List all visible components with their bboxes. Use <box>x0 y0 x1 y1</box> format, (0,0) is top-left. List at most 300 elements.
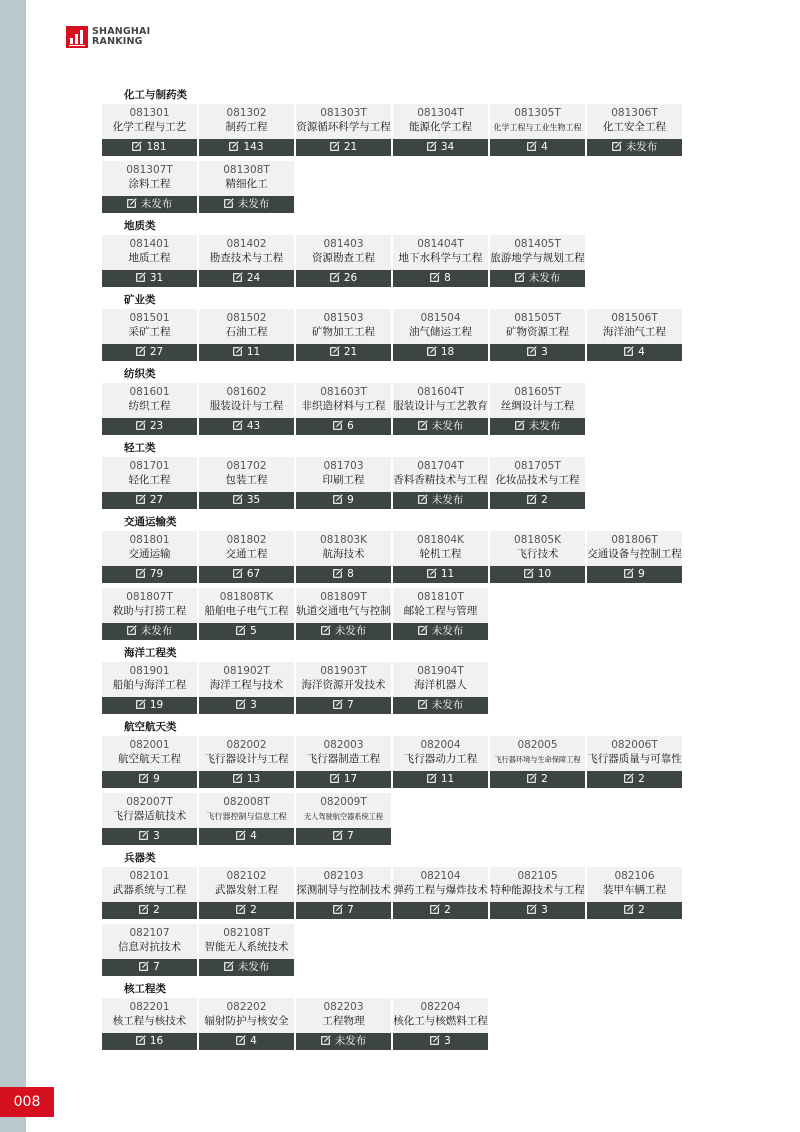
major-count-button[interactable] <box>393 1033 488 1050</box>
major-info <box>296 736 391 771</box>
major-count-button[interactable] <box>490 139 585 156</box>
major-count: 3 <box>153 830 160 842</box>
major-code: 081603T <box>320 386 367 398</box>
major-info <box>199 924 294 959</box>
edit-icon <box>224 198 234 208</box>
major-code: 082006T <box>611 739 658 751</box>
major-card[interactable] <box>199 924 294 976</box>
major-card[interactable] <box>296 662 391 714</box>
edit-icon <box>527 904 537 914</box>
major-card[interactable] <box>393 736 488 788</box>
major-count: 8 <box>444 272 451 284</box>
edit-icon <box>418 420 428 430</box>
page-number: 008 <box>0 1087 54 1117</box>
major-count-button[interactable] <box>587 771 682 788</box>
major-info <box>102 662 197 697</box>
major-name: 丝绸设计与工程 <box>500 400 575 412</box>
major-name: 特种能源技术与工程 <box>490 884 585 896</box>
major-count-button[interactable] <box>393 344 488 361</box>
edit-icon <box>430 272 440 282</box>
major-count: 4 <box>541 141 548 153</box>
major-card[interactable] <box>587 531 682 583</box>
major-card[interactable] <box>296 457 391 509</box>
major-count-button[interactable] <box>296 492 391 509</box>
major-info <box>199 383 294 418</box>
major-name: 武器发射工程 <box>215 884 278 896</box>
major-count-button[interactable] <box>102 828 197 845</box>
major-name: 核化工与核燃料工程 <box>393 1015 488 1027</box>
major-card[interactable] <box>490 309 585 361</box>
major-card[interactable] <box>393 383 488 435</box>
category-title: 航空航天类 <box>124 721 177 733</box>
edit-icon <box>527 141 537 151</box>
major-count-button[interactable] <box>587 902 682 919</box>
major-card[interactable] <box>393 531 488 583</box>
major-name: 印刷工程 <box>322 474 365 486</box>
major-count: 13 <box>246 773 261 785</box>
major-card[interactable] <box>296 235 391 287</box>
edit-icon <box>624 773 634 783</box>
major-name: 油气储运工程 <box>409 326 472 338</box>
major-name: 海洋工程与技术 <box>209 679 284 691</box>
major-info <box>296 383 391 418</box>
major-card[interactable] <box>199 161 294 213</box>
major-count-button[interactable] <box>296 566 391 583</box>
major-code: 082103 <box>323 870 364 882</box>
major-card[interactable] <box>490 867 585 919</box>
major-count-button[interactable] <box>296 623 391 640</box>
major-code: 081307T <box>126 164 173 176</box>
major-card[interactable] <box>102 998 197 1050</box>
major-count: 67 <box>246 568 261 580</box>
major-count-button[interactable] <box>102 196 197 213</box>
major-info <box>199 104 294 139</box>
major-name: 核工程与核技术 <box>112 1015 187 1027</box>
major-name: 涂料工程 <box>128 178 171 190</box>
major-card[interactable] <box>296 531 391 583</box>
major-card[interactable] <box>393 867 488 919</box>
major-count-button[interactable] <box>393 270 488 287</box>
major-card[interactable] <box>199 736 294 788</box>
major-code: 081806T <box>611 534 658 546</box>
major-card[interactable] <box>199 662 294 714</box>
major-count-button[interactable] <box>490 418 585 435</box>
major-card[interactable] <box>199 793 294 845</box>
major-name: 非织造材料与工程 <box>301 400 386 412</box>
major-card[interactable] <box>102 457 197 509</box>
category-grid <box>102 662 682 714</box>
major-name: 飞行器动力工程 <box>403 753 478 765</box>
major-count: 5 <box>250 625 257 637</box>
major-count-button[interactable] <box>490 771 585 788</box>
major-name: 飞行器制造工程 <box>306 753 381 765</box>
major-count: 27 <box>149 346 164 358</box>
major-info <box>296 588 391 623</box>
brand-logo <box>66 26 150 48</box>
major-name: 武器系统与工程 <box>112 884 187 896</box>
major-info <box>296 998 391 1033</box>
category-title: 核工程类 <box>124 983 166 995</box>
major-card[interactable] <box>296 998 391 1050</box>
major-count: 181 <box>146 141 167 153</box>
major-card[interactable] <box>296 793 391 845</box>
major-info <box>587 309 682 344</box>
major-count-button[interactable] <box>393 623 488 640</box>
major-count: 43 <box>246 420 261 432</box>
major-count-button[interactable] <box>102 697 197 714</box>
major-count-button[interactable] <box>490 902 585 919</box>
major-count-button[interactable] <box>296 1033 391 1050</box>
major-card[interactable] <box>587 867 682 919</box>
major-card[interactable] <box>102 793 197 845</box>
major-name: 飞行器控制与信息工程 <box>206 812 287 821</box>
major-name: 交通运输 <box>128 548 171 560</box>
edit-icon <box>333 494 343 504</box>
major-card[interactable] <box>490 383 585 435</box>
category-title: 化工与制药类 <box>124 89 187 101</box>
major-count-button[interactable] <box>587 139 682 156</box>
major-code: 081504 <box>420 312 461 324</box>
major-card[interactable] <box>102 736 197 788</box>
major-count: 2 <box>250 904 257 916</box>
major-card[interactable] <box>296 383 391 435</box>
major-name: 包装工程 <box>225 474 268 486</box>
left-sidebar-strip <box>0 0 26 1132</box>
major-count-button[interactable] <box>587 566 682 583</box>
major-card[interactable] <box>490 104 585 156</box>
major-card[interactable] <box>199 104 294 156</box>
major-card[interactable] <box>490 235 585 287</box>
major-info <box>393 588 488 623</box>
category-grid <box>102 235 682 287</box>
major-card[interactable] <box>587 309 682 361</box>
major-name: 化学工程与工艺 <box>112 121 187 133</box>
major-count-button[interactable] <box>296 828 391 845</box>
major-count-button[interactable] <box>102 566 197 583</box>
major-count-button[interactable] <box>393 492 488 509</box>
edit-icon <box>236 904 246 914</box>
edit-icon <box>333 699 343 709</box>
major-info <box>102 998 197 1033</box>
major-card[interactable] <box>296 867 391 919</box>
major-info <box>393 383 488 418</box>
major-name: 船舶与海洋工程 <box>112 679 187 691</box>
major-card[interactable] <box>199 457 294 509</box>
major-name: 海洋资源开发技术 <box>301 679 386 691</box>
brand-mark-icon <box>66 26 88 48</box>
major-card[interactable] <box>199 588 294 640</box>
major-info <box>296 235 391 270</box>
major-count-button[interactable] <box>199 270 294 287</box>
major-code: 081704T <box>417 460 464 472</box>
major-code: 081903T <box>320 665 367 677</box>
major-count-button[interactable] <box>102 418 197 435</box>
major-count-button[interactable] <box>393 418 488 435</box>
major-count-button[interactable] <box>296 697 391 714</box>
major-count-button[interactable] <box>490 270 585 287</box>
major-count-button[interactable] <box>199 139 294 156</box>
major-count-button[interactable] <box>199 697 294 714</box>
major-card[interactable] <box>199 867 294 919</box>
edit-icon <box>224 961 234 971</box>
major-count-button[interactable] <box>199 492 294 509</box>
major-info <box>199 531 294 566</box>
major-info <box>199 998 294 1033</box>
edit-icon <box>236 699 246 709</box>
major-count-button[interactable] <box>199 1033 294 1050</box>
major-code: 081506T <box>611 312 658 324</box>
major-count-button[interactable] <box>199 344 294 361</box>
major-info <box>102 924 197 959</box>
major-count-button[interactable] <box>393 697 488 714</box>
major-count-button[interactable] <box>199 902 294 919</box>
major-info <box>296 662 391 697</box>
edit-icon <box>333 420 343 430</box>
major-card[interactable] <box>490 457 585 509</box>
major-code: 081705T <box>514 460 561 472</box>
major-count-button[interactable] <box>199 771 294 788</box>
major-count-button[interactable] <box>490 566 585 583</box>
major-info <box>490 235 585 270</box>
major-count-button[interactable] <box>102 771 197 788</box>
edit-icon <box>127 625 137 635</box>
major-info <box>199 736 294 771</box>
major-count: 未发布 <box>334 1035 367 1047</box>
category-grid <box>102 867 682 976</box>
major-card[interactable] <box>296 309 391 361</box>
major-count: 未发布 <box>237 961 270 973</box>
major-card[interactable] <box>490 736 585 788</box>
major-code: 081404T <box>417 238 464 250</box>
major-info <box>102 588 197 623</box>
major-count: 11 <box>246 346 261 358</box>
major-card[interactable] <box>296 104 391 156</box>
major-card[interactable] <box>393 309 488 361</box>
major-code: 082008T <box>223 796 270 808</box>
major-count-button[interactable] <box>393 139 488 156</box>
major-card[interactable] <box>102 161 197 213</box>
major-name: 化妆品技术与工程 <box>495 474 580 486</box>
major-count-button[interactable] <box>199 566 294 583</box>
major-count-button[interactable] <box>587 344 682 361</box>
major-name: 海洋机器人 <box>414 679 467 691</box>
edit-icon <box>333 830 343 840</box>
major-card[interactable] <box>102 531 197 583</box>
major-name: 辐射防护与核安全 <box>204 1015 289 1027</box>
edit-icon <box>527 773 537 783</box>
edit-icon <box>624 904 634 914</box>
major-count-button[interactable] <box>490 344 585 361</box>
edit-icon <box>236 1035 246 1045</box>
major-count-button[interactable] <box>102 902 197 919</box>
major-count-button[interactable] <box>102 1033 197 1050</box>
major-card[interactable] <box>199 309 294 361</box>
major-count: 143 <box>243 141 264 153</box>
major-card[interactable] <box>102 662 197 714</box>
edit-icon <box>136 494 146 504</box>
major-card[interactable] <box>102 383 197 435</box>
category-grid <box>102 736 682 845</box>
major-count: 35 <box>246 494 261 506</box>
major-count-button[interactable] <box>393 566 488 583</box>
major-info <box>296 867 391 902</box>
major-card[interactable] <box>102 867 197 919</box>
major-card[interactable] <box>393 998 488 1050</box>
edit-icon <box>333 904 343 914</box>
major-count-button[interactable] <box>296 418 391 435</box>
edit-icon <box>524 568 534 578</box>
major-code: 082105 <box>517 870 558 882</box>
major-count-button[interactable] <box>102 623 197 640</box>
major-card[interactable] <box>199 998 294 1050</box>
major-card[interactable] <box>296 736 391 788</box>
major-count-button[interactable] <box>296 771 391 788</box>
major-name: 飞行技术 <box>516 548 559 560</box>
major-count-button[interactable] <box>199 828 294 845</box>
major-count-button[interactable] <box>102 270 197 287</box>
brand-line1: SHANGHAI <box>92 26 151 37</box>
major-card[interactable] <box>102 309 197 361</box>
edit-icon <box>430 1035 440 1045</box>
category-grid <box>102 457 682 509</box>
major-name: 船舶电子电气工程 <box>204 605 289 617</box>
major-code: 081810T <box>417 591 464 603</box>
major-card[interactable] <box>393 235 488 287</box>
major-code: 081904T <box>417 665 464 677</box>
major-count-button[interactable] <box>296 270 391 287</box>
major-name: 矿物加工工程 <box>312 326 375 338</box>
major-name: 飞行器环境与生命保障工程 <box>494 755 581 764</box>
major-code: 082003 <box>323 739 364 751</box>
edit-icon <box>139 830 149 840</box>
major-info <box>393 104 488 139</box>
major-card[interactable] <box>393 662 488 714</box>
edit-icon <box>236 830 246 840</box>
major-name: 纺织工程 <box>128 400 171 412</box>
major-count: 7 <box>347 904 354 916</box>
major-count: 23 <box>149 420 164 432</box>
edit-icon <box>427 346 437 356</box>
category-title: 地质类 <box>124 220 156 232</box>
major-card[interactable] <box>587 736 682 788</box>
major-code: 081604T <box>417 386 464 398</box>
category-title: 兵器类 <box>124 852 156 864</box>
major-count-button[interactable] <box>102 959 197 976</box>
major-card[interactable] <box>296 588 391 640</box>
edit-icon <box>233 568 243 578</box>
major-count-button[interactable] <box>393 771 488 788</box>
major-card[interactable] <box>102 924 197 976</box>
major-count-button[interactable] <box>199 623 294 640</box>
major-name: 无人驾驶航空器系统工程 <box>303 812 384 821</box>
major-code: 081809T <box>320 591 367 603</box>
major-count-button[interactable] <box>296 139 391 156</box>
major-name: 交通设备与控制工程 <box>587 548 682 560</box>
major-info <box>102 309 197 344</box>
major-count-button[interactable] <box>393 902 488 919</box>
major-count: 2 <box>153 904 160 916</box>
major-name: 航海技术 <box>322 548 365 560</box>
major-count-button[interactable] <box>102 139 197 156</box>
major-count-button[interactable] <box>199 196 294 213</box>
edit-icon <box>418 494 428 504</box>
major-count: 3 <box>541 346 548 358</box>
major-code: 082004 <box>420 739 461 751</box>
major-card[interactable] <box>199 531 294 583</box>
major-count: 79 <box>149 568 164 580</box>
edit-icon <box>330 272 340 282</box>
major-count: 未发布 <box>528 420 561 432</box>
major-name: 地质工程 <box>128 252 171 264</box>
major-count-button[interactable] <box>199 959 294 976</box>
major-info <box>199 457 294 492</box>
category-title: 纺织类 <box>124 368 156 380</box>
major-count-button[interactable] <box>490 492 585 509</box>
major-count: 24 <box>246 272 261 284</box>
major-count: 2 <box>444 904 451 916</box>
major-name: 服装设计与工艺教育 <box>393 400 488 412</box>
major-info <box>393 235 488 270</box>
major-name: 资源循环科学与工程 <box>296 121 391 133</box>
major-count-button[interactable] <box>102 344 197 361</box>
category-grid <box>102 531 682 640</box>
edit-icon <box>418 699 428 709</box>
category-title: 矿业类 <box>124 294 156 306</box>
major-card[interactable] <box>393 457 488 509</box>
major-card[interactable] <box>393 104 488 156</box>
edit-icon <box>233 420 243 430</box>
major-info <box>199 309 294 344</box>
major-count: 7 <box>153 961 160 973</box>
major-code: 081901 <box>129 665 170 677</box>
major-count-button[interactable] <box>199 418 294 435</box>
major-code: 081301 <box>129 107 170 119</box>
edit-icon <box>132 141 142 151</box>
major-code: 081804K <box>417 534 464 546</box>
major-code: 081401 <box>129 238 170 250</box>
major-name: 邮轮工程与管理 <box>403 605 478 617</box>
major-code: 081601 <box>129 386 170 398</box>
edit-icon <box>515 272 525 282</box>
major-count-button[interactable] <box>296 344 391 361</box>
major-catalog <box>102 84 682 1052</box>
major-count: 未发布 <box>334 625 367 637</box>
major-code: 081402 <box>226 238 267 250</box>
category-title: 轻工类 <box>124 442 156 454</box>
major-card[interactable] <box>102 588 197 640</box>
major-card[interactable] <box>199 383 294 435</box>
major-name: 勘查技术与工程 <box>209 252 284 264</box>
category-grid <box>102 309 682 361</box>
major-count: 4 <box>638 346 645 358</box>
major-count-button[interactable] <box>102 492 197 509</box>
major-card[interactable] <box>199 235 294 287</box>
major-card[interactable] <box>102 235 197 287</box>
major-card[interactable] <box>490 531 585 583</box>
major-count: 7 <box>347 830 354 842</box>
major-card[interactable] <box>587 104 682 156</box>
major-card[interactable] <box>102 104 197 156</box>
major-card[interactable] <box>393 588 488 640</box>
major-info <box>199 235 294 270</box>
major-code: 082001 <box>129 739 170 751</box>
major-count: 8 <box>347 568 354 580</box>
major-count-button[interactable] <box>296 902 391 919</box>
major-count: 11 <box>440 773 455 785</box>
major-name: 智能无人系统技术 <box>204 941 289 953</box>
edit-icon <box>430 904 440 914</box>
major-info <box>296 309 391 344</box>
